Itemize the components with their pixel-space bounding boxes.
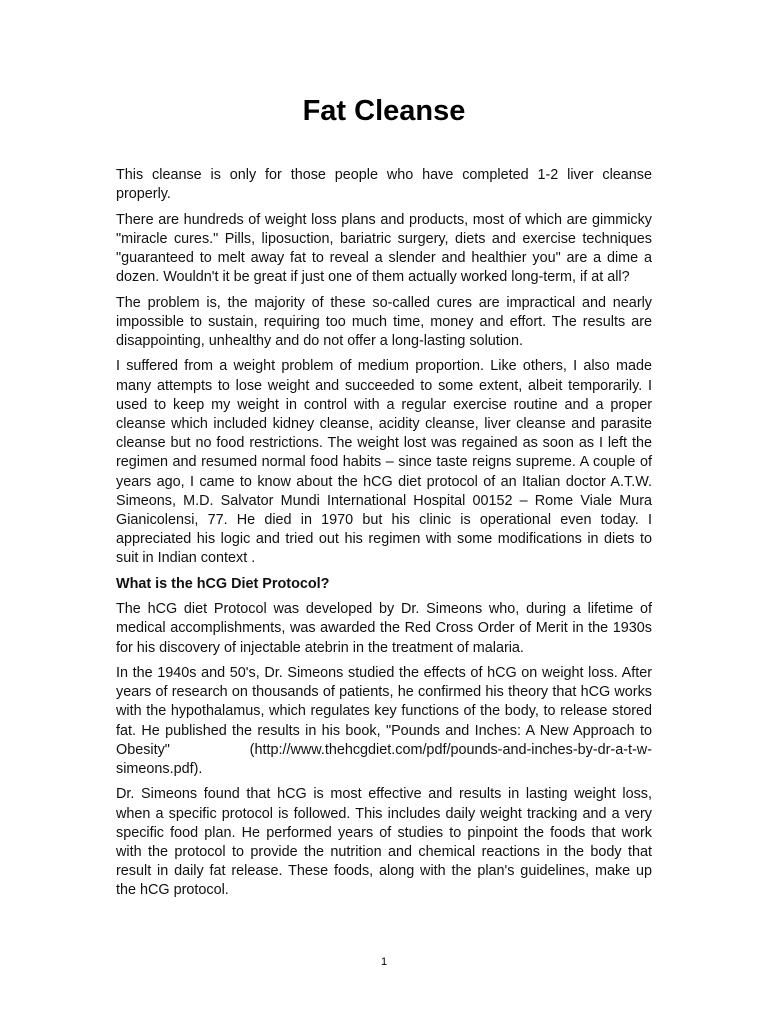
paragraph: There are hundreds of weight loss plans and products, most of which are gimmicky "miracle cures." Pills, liposuction, bariatric surgery, diets and exercise techniques "guaranteed to melt away fat to reveal a slender and healthier you" are a dime a dozen. Wouldn't it be great if just one of them actually worked long-term, if at all?: [116, 211, 652, 286]
section-heading: What is the hCG Diet Protocol?: [116, 575, 330, 592]
paragraph: The problem is, the majority of these so-called cures are impractical and nearly impossible to sustain, requiring too much time, money and effort. The results are disappointing, unhealthy and do not offer a long-lasting solution.: [116, 294, 652, 349]
paragraph: The hCG diet Protocol was developed by Dr. Simeons who, during a lifetime of medical accomplishments, was awarded the Red Cross Order of Merit in the 1930s for his discovery of injectable atebrin in the treatment of malaria.: [116, 601, 652, 656]
document-body: [116, 166, 652, 907]
paragraph: This cleanse is only for those people who have completed 1-2 liver cleanse properly.: [116, 167, 652, 203]
paragraph: I suffered from a weight problem of medium proportion. Like others, I also made many attempts to lose weight and succeeded to some extent, albeit temporarily. I used to keep my weight in control with a regular exercise routine and a proper cleanse which included kidney cleanse, acidity cleanse, liver cleanse and parasite cleanse but no food restrictions. The weight lost was regained as soon as I left the regimen and resumed normal food habits – since taste reigns supreme. A couple of years ago, I came to know about the hCG diet protocol of an Italian doctor A.T.W. Simeons, M.D. Salvator Mundi International Hospital 00152 – Rome Viale Mura Gianicolensi, 77. He died in 1970 but his clinic is operational even today. I appreciated his logic and tried out his regimen with some modifications in diets to suit in Indian context .: [116, 358, 652, 567]
page-number: 1: [380, 956, 388, 968]
paragraph: Dr. Simeons found that hCG is most effective and results in lasting weight loss, when a specific protocol is followed. This includes daily weight tracking and a very specific food plan. He performed years of studies to pinpoint the foods that work with the protocol to provide the nutrition and chemical reactions in the body that result in daily fat release. These foods, along with the plan's guidelines, make up the hCG protocol.: [116, 786, 652, 899]
page-title: Fat Cleanse: [302, 95, 466, 127]
paragraph: In the 1940s and 50's, Dr. Simeons studied the effects of hCG on weight loss. After years of research on thousands of patients, he confirmed his theory that hCG works with the hypothalamus, which regulates key functions of the body, to release stored fat. He published the results in his book, "Pounds and Inches: A New Approach to Obesity" (http://www.thehcgdiet.com/pdf/pounds-and-inches-by-dr-a-t-w-simeons.pdf).: [116, 665, 652, 778]
